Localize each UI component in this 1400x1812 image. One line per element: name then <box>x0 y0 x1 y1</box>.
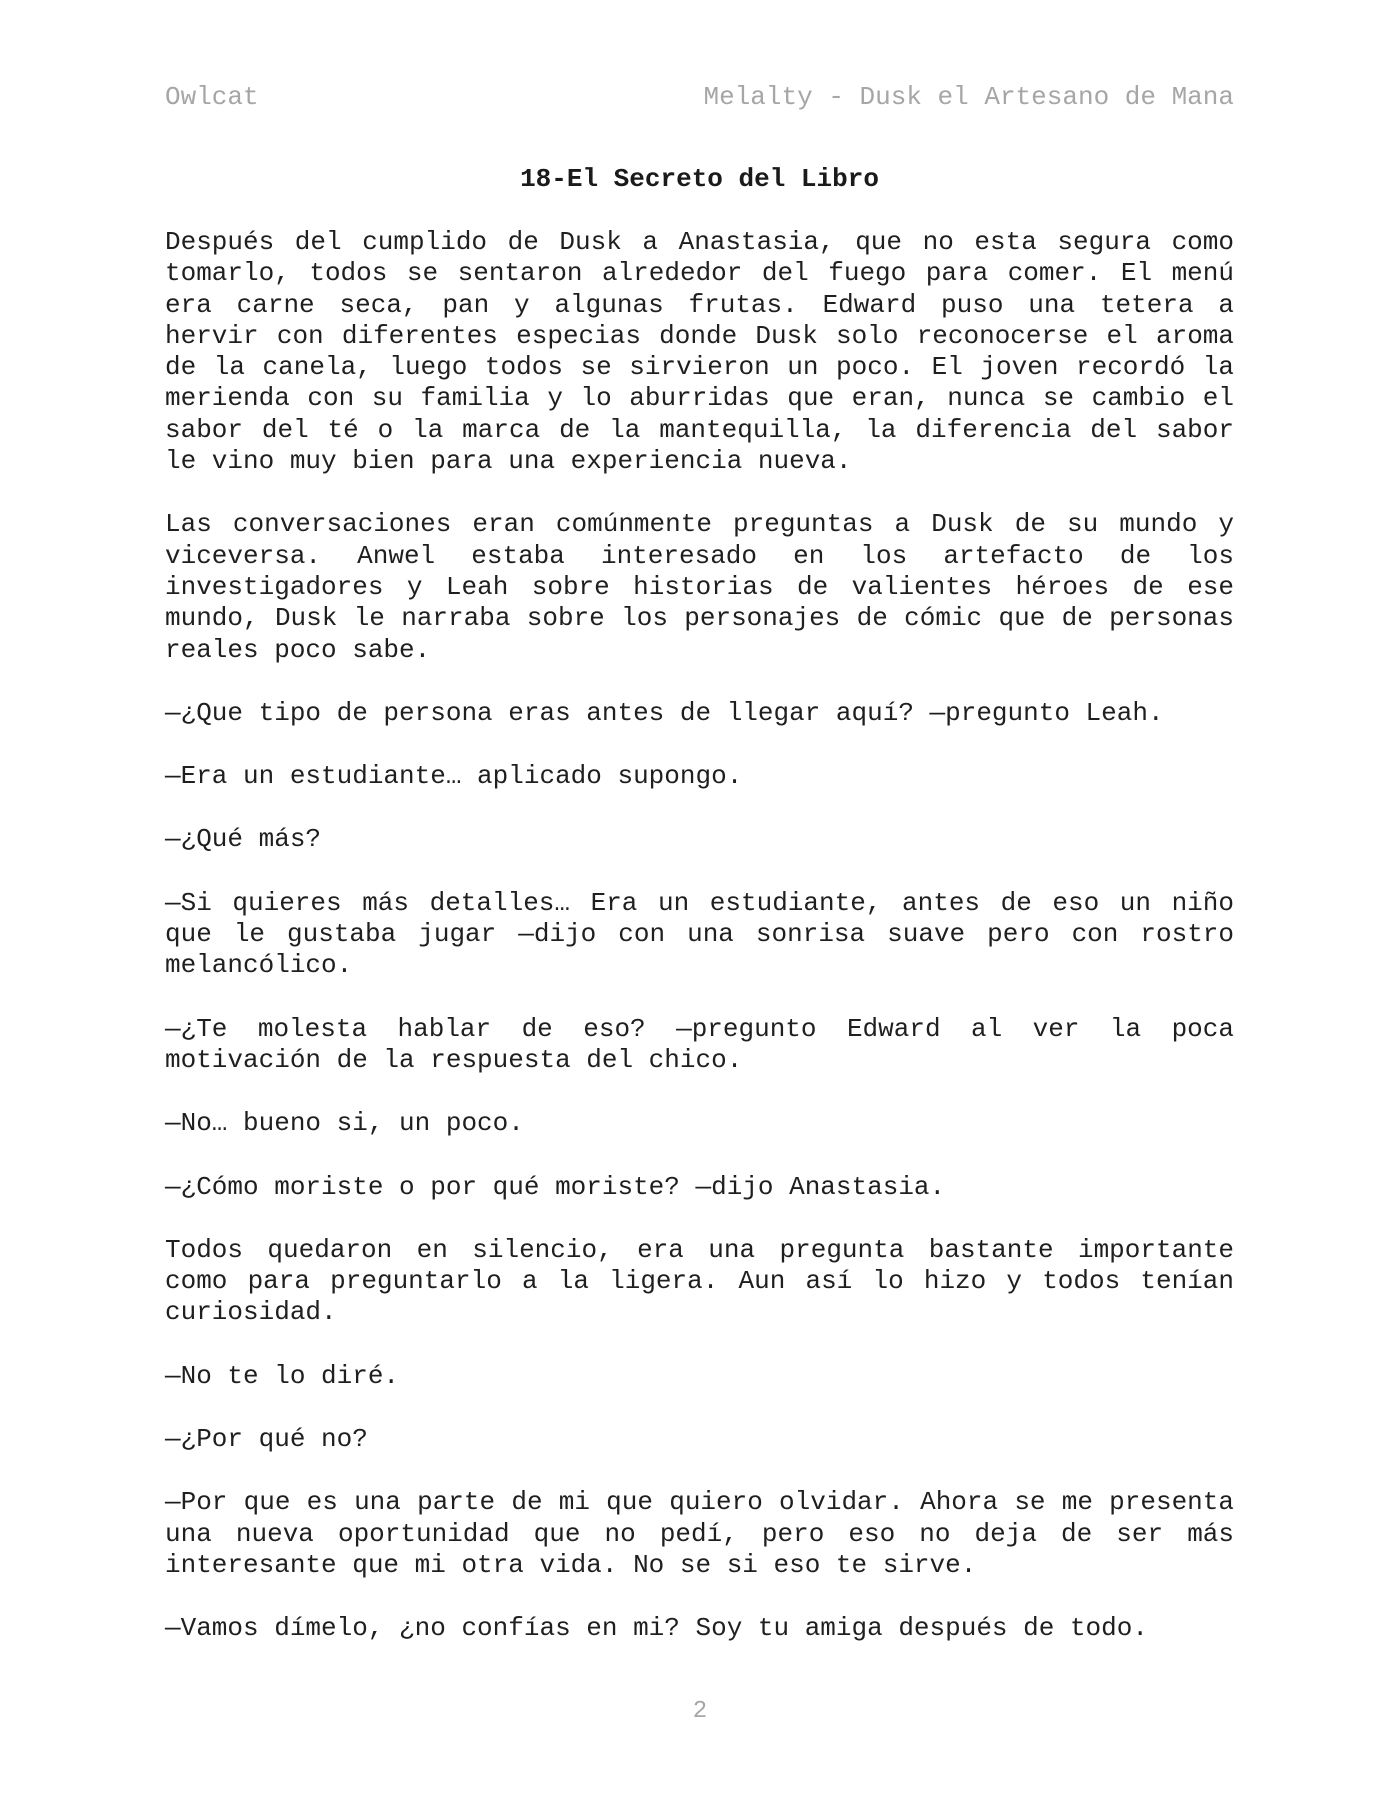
dialogue-line: —¿Cómo moriste o por qué moriste? —dijo Anastasia. <box>165 1171 946 1202</box>
paragraph: Todos quedaron en silencio, era una pregunta bastante importante como para preguntarlo a la ligera. Aun así lo hizo y todos tenían curiosidad. <box>165 1234 1234 1328</box>
page-number: 2 <box>692 1698 708 1725</box>
paragraph: Después del cumplido de Dusk a Anastasia, que no esta segura como tomarlo, todos se sentaron alrededor del fuego para comer. El menú era carne seca, pan y algunas frutas. Edward puso una tetera a hervir con diferentes especias donde Dusk solo reconocerse el aroma de la canela, luego todos se sirvieron un poco. El joven recordó la merienda con su familia y lo aburridas que eran, nunca se cambio el sabor del té o la marca de la mantequilla, la diferencia del sabor le vino muy bien para una experiencia nueva. <box>165 227 1234 477</box>
dialogue-line: —¿Te molesta hablar de eso? —pregunto Edward al ver la poca motivación de la respuesta del chico. <box>165 1013 1234 1075</box>
dialogue-line: —No… bueno si, un poco. <box>165 1108 524 1139</box>
dialogue-line: —Si quieres más detalles… Era un estudiante, antes de eso un niño que le gustaba jugar —dijo con una sonrisa suave pero con rostro melancólico. <box>165 887 1234 981</box>
chapter-body <box>165 227 1234 1677</box>
header-book-title: Melalty - Dusk el Artesano de Mana <box>703 82 1234 112</box>
dialogue-line: —Por que es una parte de mi que quiero olvidar. Ahora se me presenta una nueva oportunidad que no pedí, pero eso no deja de ser más interesante que mi otra vida. No se si eso te sirve. <box>165 1487 1234 1580</box>
dialogue-line: —No te lo diré. <box>165 1360 400 1391</box>
dialogue-line: —¿Que tipo de persona eras antes de llegar aquí? —pregunto Leah. <box>165 697 1164 728</box>
header-author: Owlcat <box>165 82 259 112</box>
dialogue-line: —Vamos dímelo, ¿no confías en mi? Soy tu amiga después de todo. <box>165 1613 1148 1644</box>
chapter-title: 18-El Secreto del Libro <box>520 164 879 194</box>
page-header <box>165 82 1234 116</box>
dialogue-line: —Era un estudiante… aplicado supongo. <box>165 761 743 792</box>
dialogue-line: —¿Qué más? <box>165 824 322 855</box>
dialogue-line: —¿Por qué no? <box>165 1424 368 1455</box>
paragraph: Las conversaciones eran comúnmente preguntas a Dusk de su mundo y viceversa. Anwel estaba interesado en los artefacto de los investigadores y Leah sobre historias de valientes héroes de ese mundo, Dusk le narraba sobre los personajes de cómic que de personas reales poco sabe. <box>165 509 1234 665</box>
